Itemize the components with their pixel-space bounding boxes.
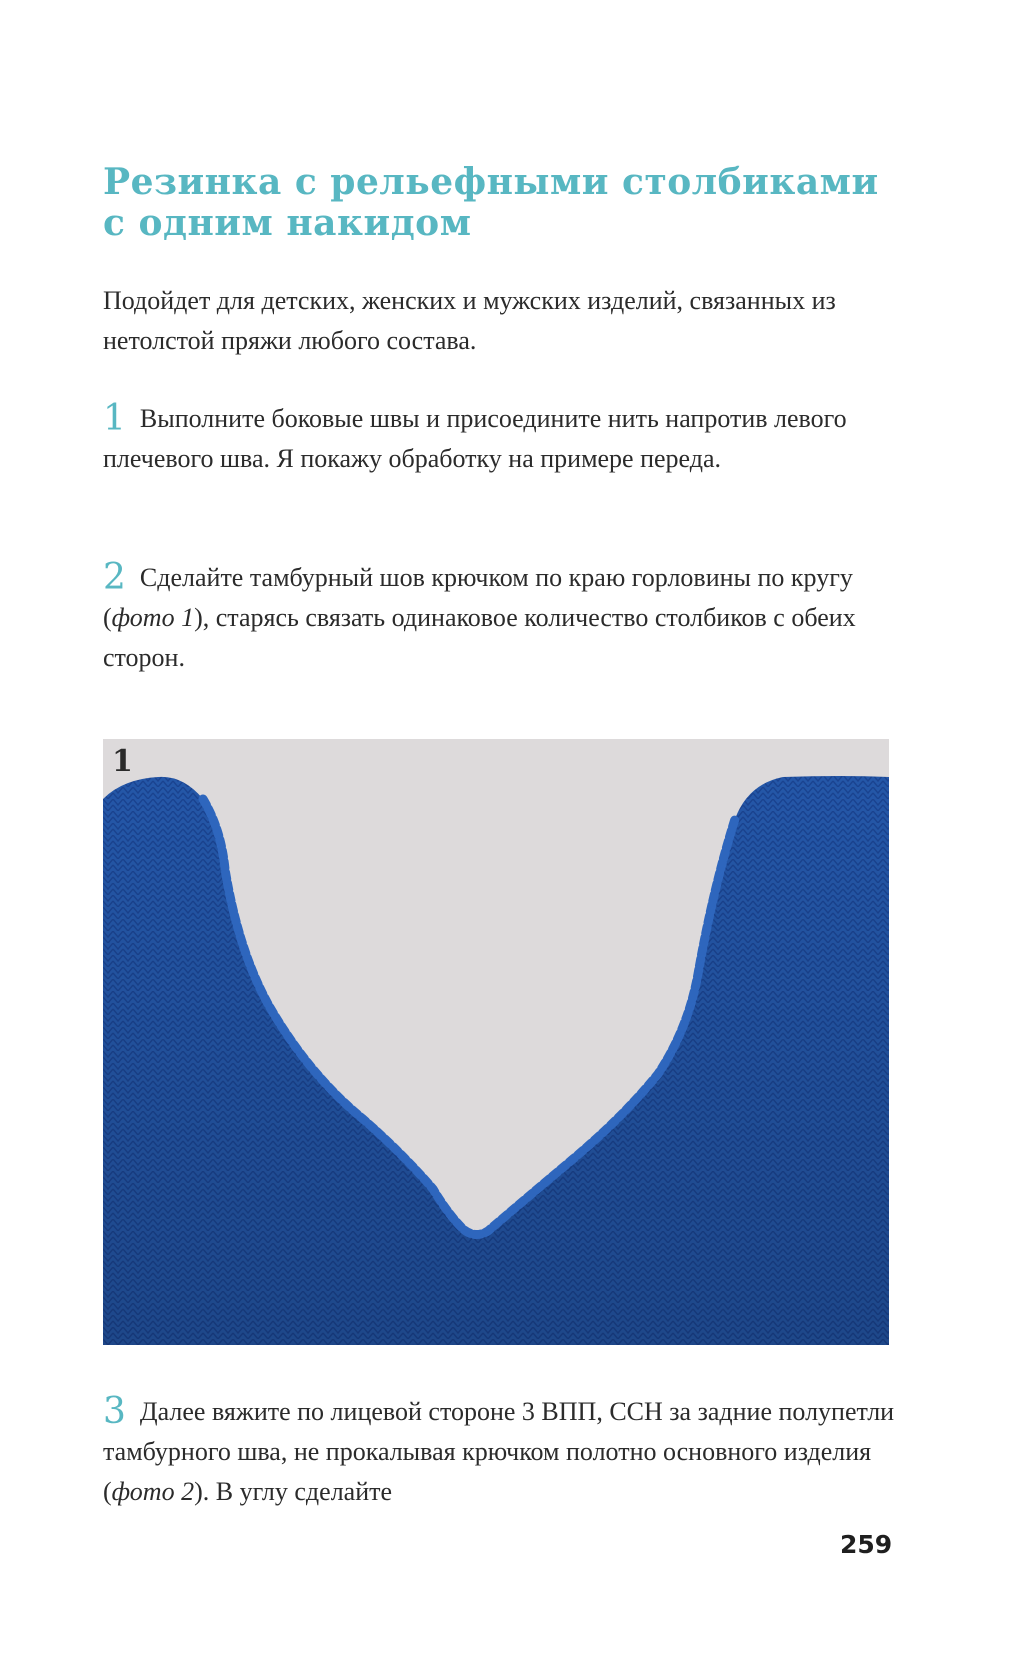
knitted-neckline-photo [103,739,889,1345]
step-text-after: ), старясь связать одинаковое количество столбиков с обеих сторон. [103,603,856,672]
step-number: 3 [103,1391,126,1432]
step-3 [103,1392,903,1512]
photo-label: 1 [112,744,133,779]
neckline-illustration [103,739,889,1345]
step-2 [103,558,903,678]
photo-reference: фото 2 [111,1477,195,1506]
page-number: 259 [840,1530,893,1559]
step-text: Выполните боковые швы и присоедините нить напротив левого плечевого шва. Я покажу обработку на примере переда. [103,404,847,473]
intro-paragraph: Подойдет для детских, женских и мужских изделий, связанных из нетолстой пряжи любого состава. [103,286,836,355]
photo-reference: фото 1 [111,603,195,632]
step-number: 2 [103,557,126,598]
step-text-after: ). В углу сделайте [194,1477,393,1506]
page-title [103,162,943,244]
step-number: 1 [103,398,126,439]
step-text-before: Сделайте тамбурный шов крючком по краю горловины по кругу ( [103,563,853,632]
step-1 [103,399,903,479]
step-text-before: Далее вяжите по лицевой стороне 3 ВПП, ССН за задние полупетли тамбурного шва, не прокалывая крючком полотно основного изделия ( [103,1397,895,1506]
page-title-line-2: с одним накидом [103,202,472,244]
page-title-line-1: Резинка с рельефными столбиками [103,161,879,203]
